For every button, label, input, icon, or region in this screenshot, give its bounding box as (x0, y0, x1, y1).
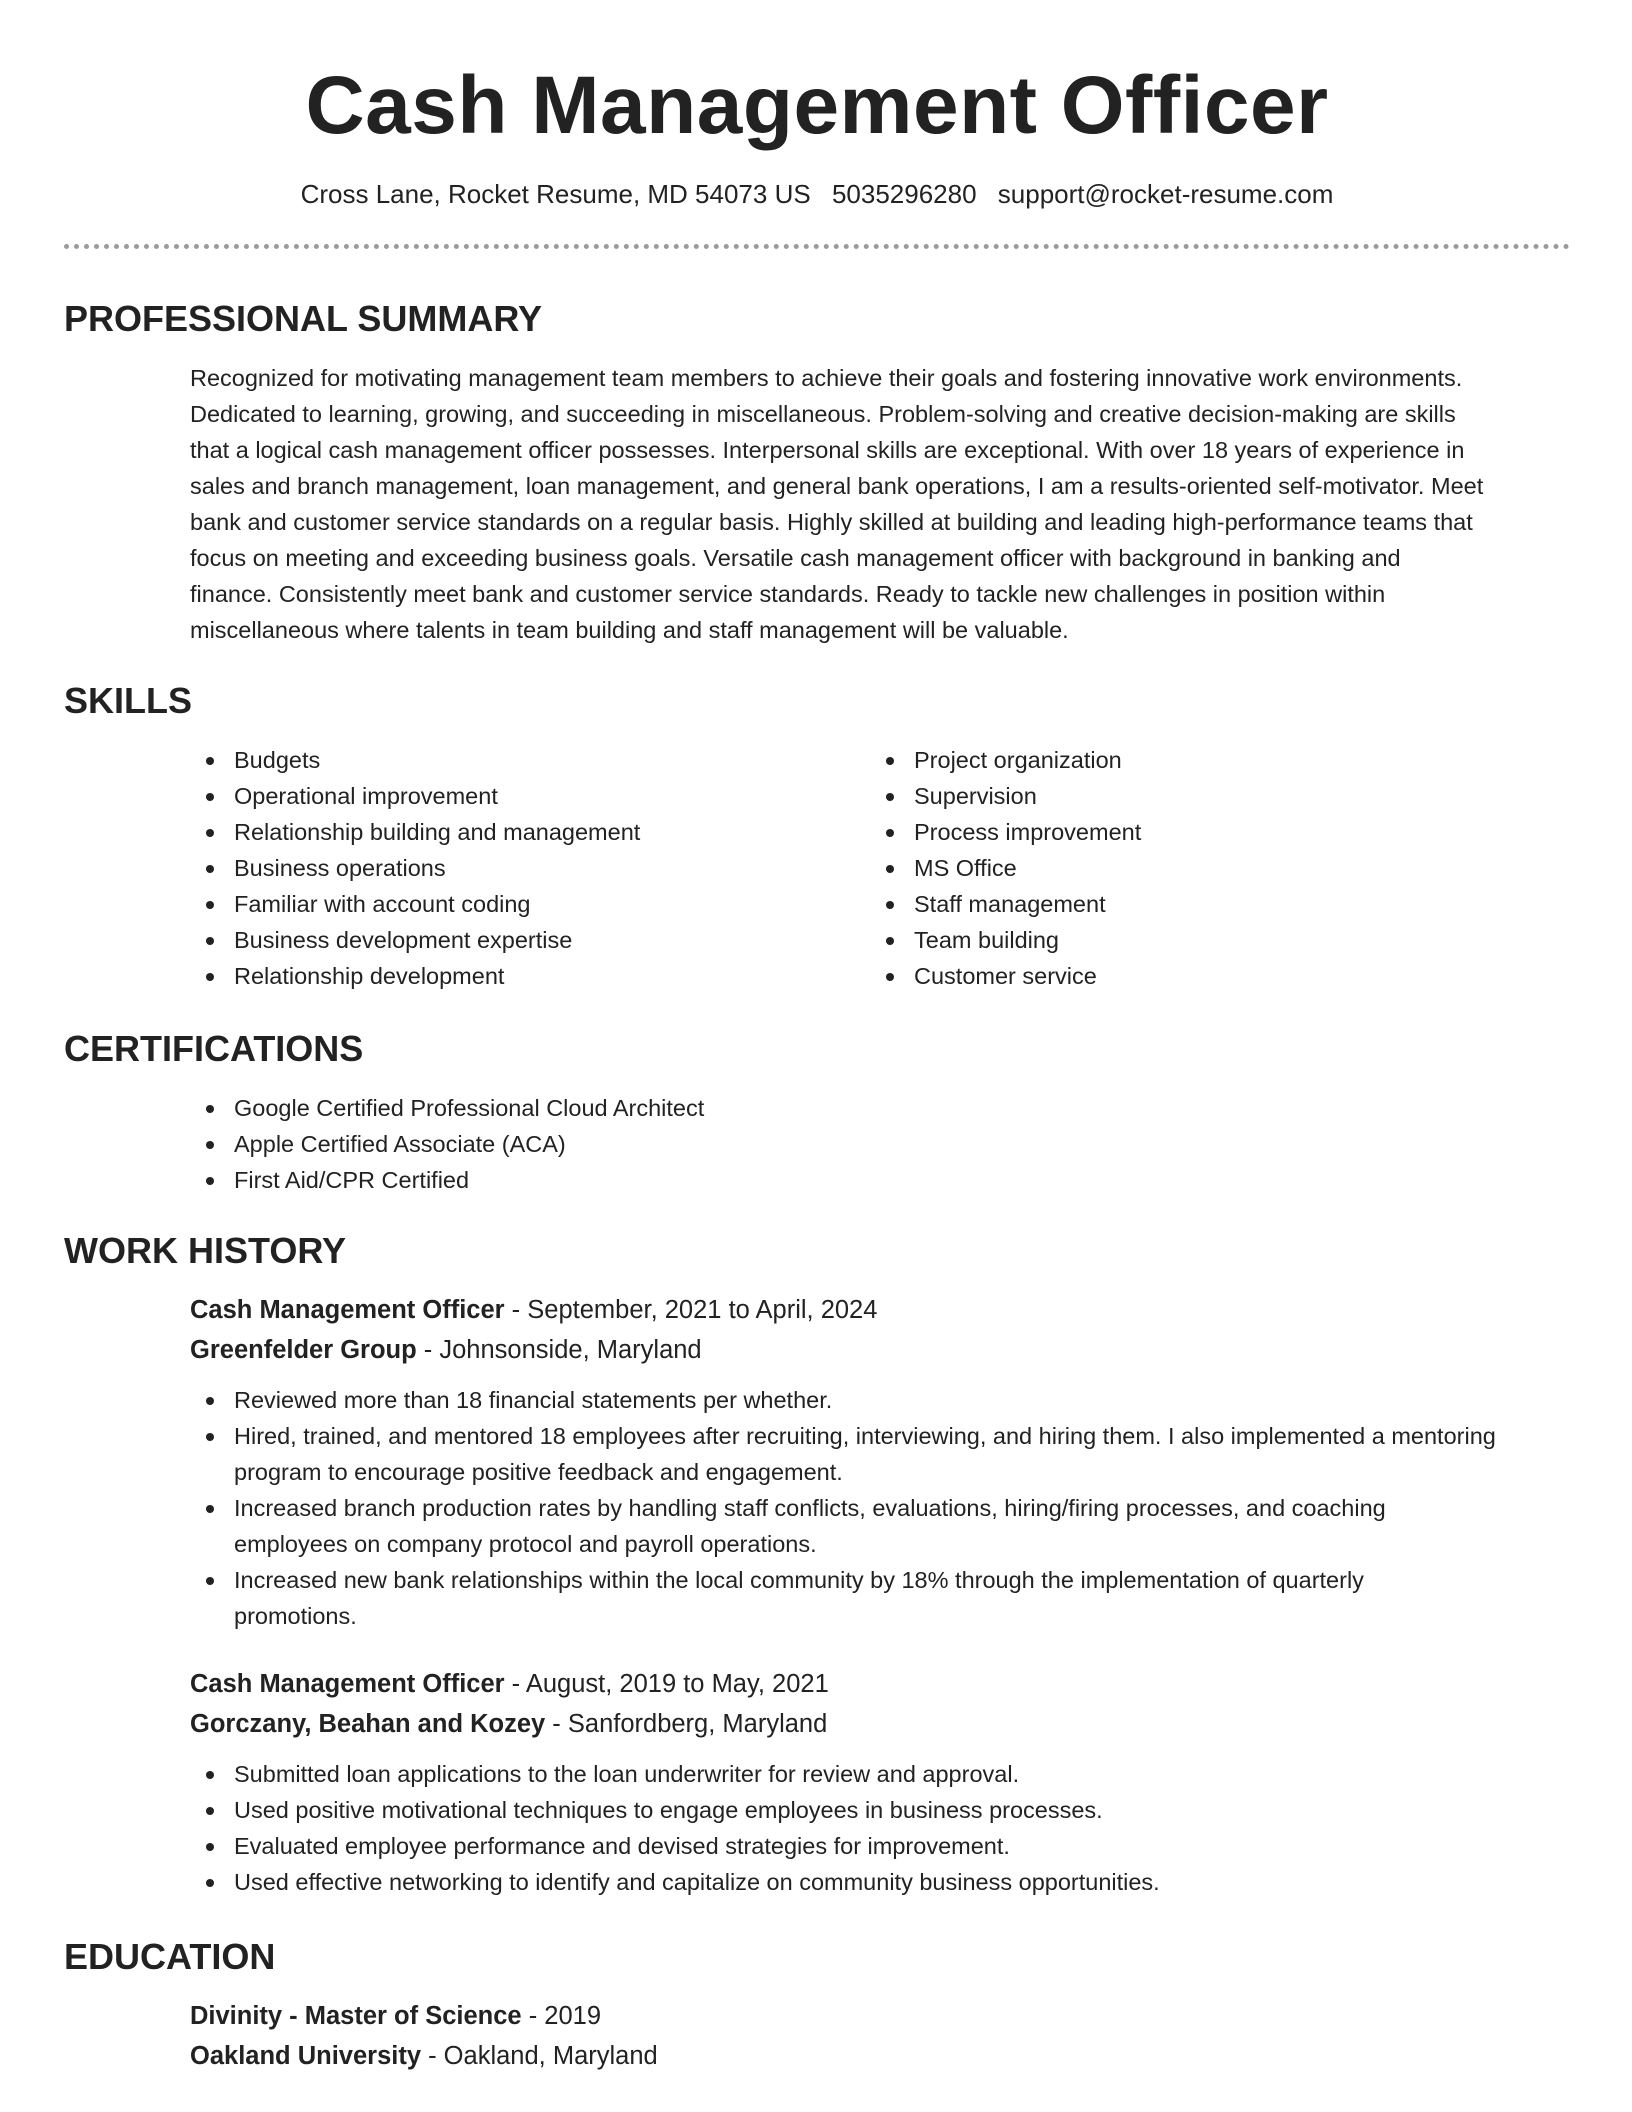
resume-page (64, 0, 1570, 2070)
education-degree-line (190, 1996, 1570, 2036)
job-role: Cash Management Officer (190, 1670, 505, 1698)
education-year: - 2019 (521, 2002, 601, 2030)
education-degree: Divinity - Master of Science (190, 2002, 522, 2030)
education-school-line (190, 2036, 1570, 2076)
certifications-section (64, 1028, 1570, 1198)
skill-item: Business development expertise (190, 922, 870, 958)
job-bullet-text: Increased new bank relationships within the local community by 18% through the implementation of quarterly (234, 1567, 1364, 1593)
job-bullet (190, 1382, 1570, 1418)
education-location: - Oakland, Maryland (421, 2042, 658, 2070)
skills-section (64, 680, 1570, 994)
summary-line: miscellaneous where talents in team building and staff management will be valuable. (190, 617, 1069, 643)
skill-item: Familiar with account coding (190, 886, 870, 922)
job-company: Greenfelder Group (190, 1336, 417, 1364)
contact-line (64, 178, 1570, 210)
job-bullet-text: Increased branch production rates by handling staff conflicts, evaluations, hiring/firing processes, and coaching (234, 1495, 1386, 1521)
contact-address: Cross Lane, Rocket Resume, MD 54073 US (300, 179, 811, 209)
skill-item: Staff management (870, 886, 1550, 922)
job-location: - Sanfordberg, Maryland (545, 1710, 828, 1738)
job-bullet-text: Hired, trained, and mentored 18 employees after recruiting, interviewing, and hiring them. I also implemented a mentoring (234, 1423, 1496, 1449)
contact-email[interactable]: support@rocket-resume.com (997, 179, 1334, 209)
summary-line: sales and branch management, loan management, and general bank operations, I am a results-oriented self-motivator. Meet (190, 473, 1484, 499)
summary-title: PROFESSIONAL SUMMARY (64, 298, 543, 339)
summary-line: Recognized for motivating management team members to achieve their goals and fostering innovative work environments. (190, 365, 1463, 391)
education-title: EDUCATION (64, 1936, 276, 1977)
skill-item: Operational improvement (190, 778, 870, 814)
job-company: Gorczany, Beahan and Kozey (190, 1710, 546, 1738)
job-title-line (190, 1664, 1570, 1704)
job-bullet: Evaluated employee performance and devised strategies for improvement. (190, 1828, 1570, 1864)
job-title-line (190, 1290, 1570, 1330)
job-bullet-text: program to encourage positive feedback and engagement. (234, 1459, 843, 1485)
job-bullet-text: promotions. (234, 1603, 357, 1629)
job-bullet: Submitted loan applications to the loan underwriter for review and approval. (190, 1756, 1570, 1792)
education-school: Oakland University (190, 2042, 422, 2070)
job-bullets (190, 1382, 1570, 1634)
skill-item: Team building (870, 922, 1550, 958)
skills-title: SKILLS (64, 680, 193, 721)
skills-list-left (190, 742, 870, 994)
skill-item: Relationship building and management (190, 814, 870, 850)
summary-line: Dedicated to learning, growing, and succeeding in miscellaneous. Problem-solving and creative decision-making are skills (190, 401, 1456, 427)
summary-line: focus on meeting and exceeding business goals. Versatile cash management officer with background in banking and (190, 545, 1401, 571)
certifications-body (190, 1090, 1570, 1198)
certification-item: Apple Certified Associate (ACA) (190, 1126, 1570, 1162)
skills-list-right (870, 742, 1550, 994)
skill-item: Relationship development (190, 958, 870, 994)
summary-body (190, 360, 1570, 648)
job-bullet: Used positive motivational techniques to engage employees in business processes. (190, 1792, 1570, 1828)
skill-item: Business operations (190, 850, 870, 886)
header-divider (64, 244, 1570, 249)
certification-item: Google Certified Professional Cloud Architect (190, 1090, 1570, 1126)
job-bullet (190, 1562, 1570, 1634)
job-bullet (190, 1418, 1570, 1490)
work-history-section (64, 1230, 1570, 1900)
summary-line: bank and customer service standards on a regular basis. Highly skilled at building and leading high-performance teams that (190, 509, 1473, 535)
education-section (64, 1936, 1570, 2076)
job-bullet: Used effective networking to identify and capitalize on community business opportunities. (190, 1864, 1570, 1900)
job-bullet-text: employees on company protocol and payroll operations. (234, 1531, 817, 1557)
education-entry (190, 1996, 1570, 2076)
contact-phone: 5035296280 (831, 179, 977, 209)
skill-item: MS Office (870, 850, 1550, 886)
job-bullets (190, 1756, 1570, 1900)
job-entry (190, 1290, 1570, 1634)
certifications-title: CERTIFICATIONS (64, 1028, 364, 1069)
skill-item: Budgets (190, 742, 870, 778)
job-bullet (190, 1490, 1570, 1562)
skills-grid (190, 742, 1570, 994)
certification-item: First Aid/CPR Certified (190, 1162, 1570, 1198)
job-company-line (190, 1330, 1570, 1370)
job-entry (190, 1664, 1570, 1900)
summary-section (64, 298, 1570, 648)
certifications-list (190, 1090, 1570, 1198)
work-history-title: WORK HISTORY (64, 1230, 347, 1271)
skill-item: Process improvement (870, 814, 1550, 850)
job-dates: - September, 2021 to April, 2024 (504, 1296, 878, 1324)
job-role: Cash Management Officer (190, 1296, 505, 1324)
job-bullet-text: Reviewed more than 18 financial statements per whether. (234, 1387, 833, 1413)
skill-item: Project organization (870, 742, 1550, 778)
resume-name: Cash Management Officer (305, 60, 1329, 151)
job-location: - Johnsonside, Maryland (416, 1336, 702, 1364)
job-dates: - August, 2019 to May, 2021 (504, 1670, 829, 1698)
job-company-line (190, 1704, 1570, 1744)
summary-line: finance. Consistently meet bank and customer service standards. Ready to tackle new challenges in position within (190, 581, 1386, 607)
skill-item: Supervision (870, 778, 1550, 814)
summary-line: that a logical cash management officer possesses. Interpersonal skills are exceptional. With over 18 years of experience in (190, 437, 1465, 463)
skill-item: Customer service (870, 958, 1550, 994)
